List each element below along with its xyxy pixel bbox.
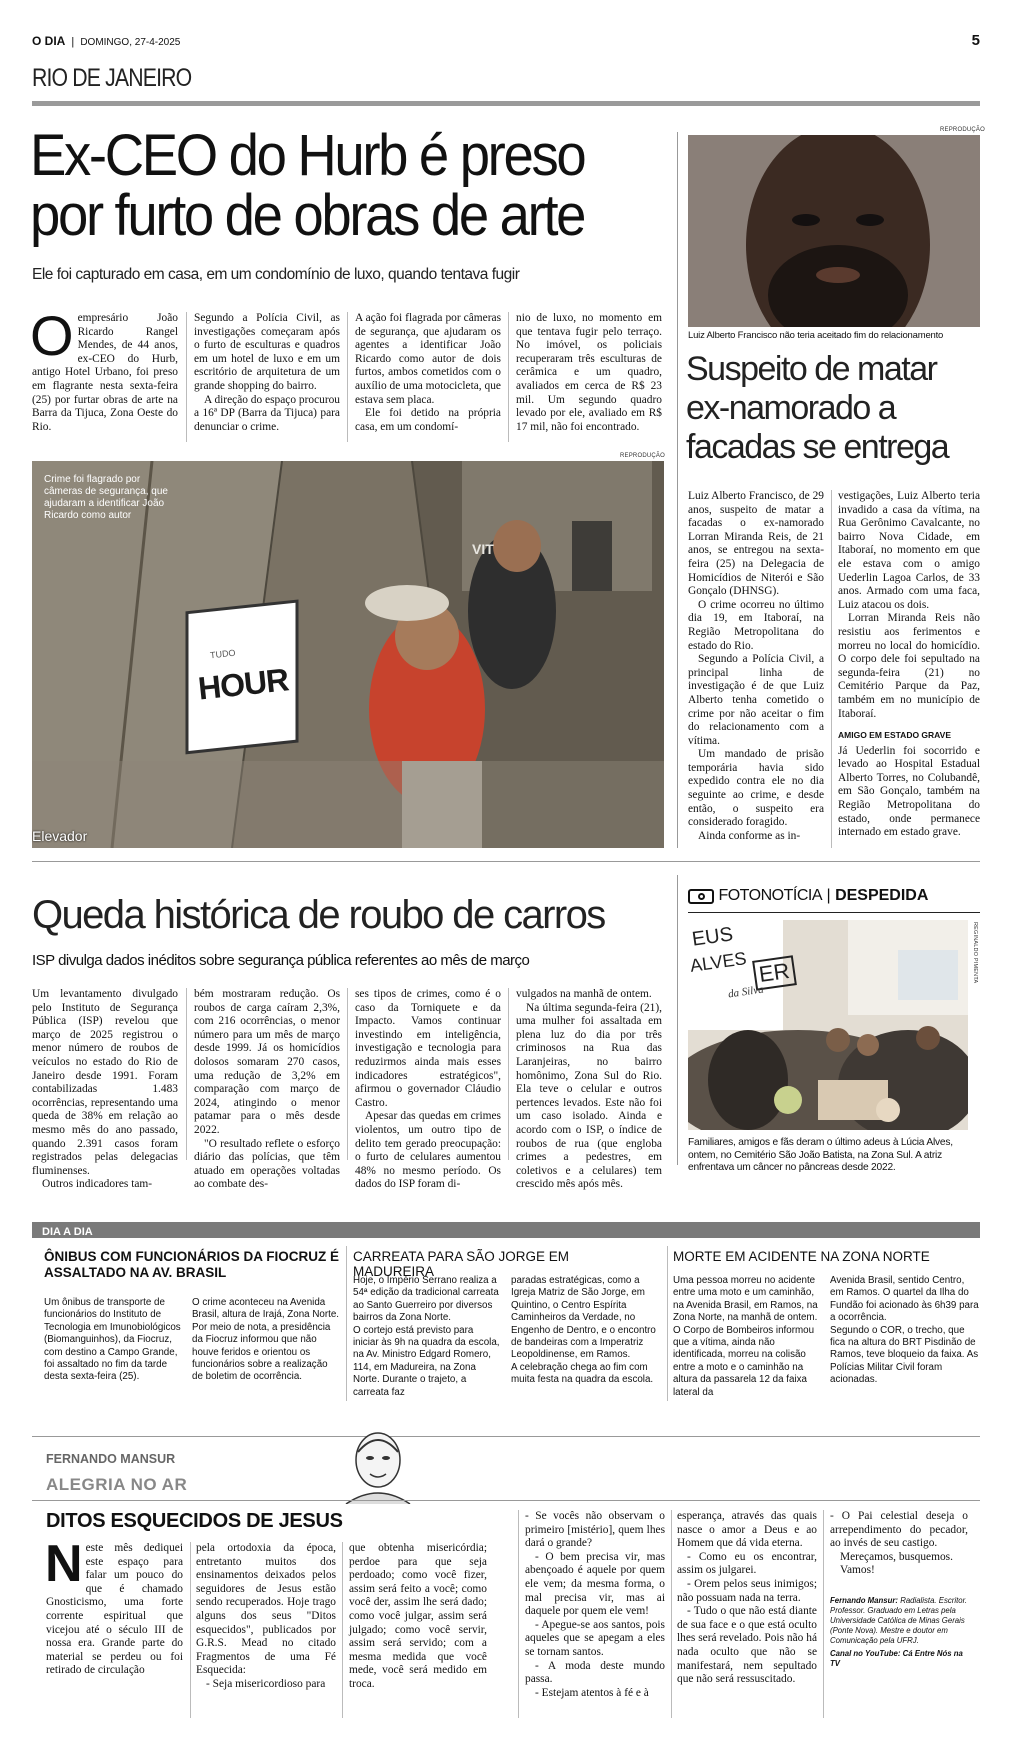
fotonoticia-title: DESPEDIDA (835, 887, 929, 904)
column-col-5-p4: - Tudo o que não está diante de sua face e o que está oculto lhes será revelado. Pois não há nada oculto que não se manifestará, nem sepultado que não será ressuscitado. (677, 1605, 817, 1686)
banner-text-1: EUS (690, 923, 735, 951)
hurb-col-2-p2: A direção do espaço procurou a 16ª DP (Barra da Tijuca) para denunciar o crime. (194, 393, 341, 433)
hurb-col-3-p1: A ação foi flagrada por câmeras de segurança, que ajudaram os agentes a identificar João Ricardo como autor de dois furtos, ambos cometidos com o auxílio de uma motocicleta, que estava sem placa. (355, 312, 501, 406)
suspeito-photo-credit: REPRODUÇÃO (940, 127, 986, 133)
hurb-col-1 (30, 304, 178, 434)
despedida-photo-credit: REGINALDO PIMENTA (972, 922, 978, 984)
author-portrait-drawing (340, 1424, 416, 1504)
morte-title: MORTE EM ACIDENTE NA ZONA NORTE (673, 1249, 930, 1264)
suspect-photo (688, 135, 980, 327)
roubo-col-3-p1: ses tipos de crimes, como é o caso da Torniquete e da Impacto. Vamos continuar investindo em inteligência, investigação e tecnologia para reduzirmos ainda mais esses indicadores estratégicos", afirmou o governador Cláudio Castro. (355, 988, 501, 1109)
column-col-3-text: que obtenha misericórdia; perdoe para que seja perdoado; como você fizer, assim será feito a você; como você der, assim lhe será dado; como você julgar, assim será julgado; como você servir, assim será servido; com a mesma medida que você mede, você será medido em troca. (349, 1542, 487, 1690)
suspect-portrait (688, 135, 980, 327)
section-title: RIO DE JANEIRO (32, 64, 192, 92)
column-col-6-p3: Vamos! (840, 1564, 875, 1577)
sign-small-text: TUDO (209, 647, 236, 661)
morte-col-1-p2: O Corpo de Bombeiros informou que a vítima, ainda não identificada, morreu na colisão entre a moto e o caminhão na altura da passarela 12 da faixa lateral da (673, 1324, 815, 1398)
column-col-1-text: este mês dediquei este espaço para falar um pouco do que é chamado Gnosticismo, uma forte corrente espiritual que vicejou até o século III de nossa era. Grande parte do material se perdeu ou foi retirado de circulação (46, 1542, 183, 1677)
morte-col-2-p1: Avenida Brasil, sentido Centro, em Ramos. O quartel da Ilha do Fundão foi acionado às 6h39 para a ocorrência. (830, 1275, 979, 1324)
roubo-col-1-p2: Outros indicadores tam- (42, 1178, 153, 1191)
roubo-subhead: ISP divulga dados inéditos sobre segurança pública referentes ao mês de março (32, 952, 530, 969)
suspeito-col-2 (838, 490, 980, 840)
hurb-dropcap: O (30, 304, 74, 367)
roubo-headline: Queda histórica de roubo de carros (32, 893, 605, 937)
section-rule (32, 101, 980, 106)
author-portrait (340, 1424, 416, 1504)
author-bio-name: Fernando Mansur: (830, 1595, 899, 1605)
elevator-caption: Crime foi flagrado por câmeras de segurança, que ajudaram a identificar João Ricardo como autor (44, 474, 168, 521)
hurb-col-1-text: empresário João Ricardo Rangel Mendes, de 44 anos, ex-CEO do Hurb, antigo Hotel Urbano, foi preso em flagrante nesta sexta-feira (25) por furtar obras de arte na Barra da Tijuca, Zona Oeste do Rio. (32, 312, 178, 433)
suspeito-col-1-p1: Luiz Alberto Francisco, de 29 anos, suspeito de matar a facadas o ex-namorado Lorran Miranda Reis, de 21 anos, se entregou na sexta-feira (25) na Delegacia de Homicídios de Niterói e São Gonçalo (DHNSG). (688, 490, 824, 598)
banner-text-4: da Silva (727, 983, 765, 1001)
column-col-6-p1: - O Pai celestial deseja o arrependimento do pecador, ao invés de seu castigo. (830, 1510, 968, 1550)
column-col-5-p2: - Como eu os encontrar, assim os julgarei. (677, 1550, 817, 1577)
roubo-col-1 (32, 988, 178, 1192)
column-top-rule (32, 1436, 980, 1437)
column-title: DITOS ESQUECIDOS DE JESUS (46, 1510, 343, 1532)
elevator-photo (32, 461, 664, 848)
masthead: O DIA | DOMINGO, 27-4-2025 5 (32, 32, 980, 49)
hurb-col-3-p2: Ele foi detido na própria casa, em um condomí- (355, 407, 501, 433)
column-title-rule (32, 1500, 980, 1501)
column-col-4-p5: - Estejam atentos à fé e à (535, 1686, 649, 1699)
fiocruz-col-2: O crime aconteceu na Avenida Brasil, altura de Irajá, Zona Norte. Por meio de nota, a presidência da Fiocruz informou que não houve feridos e orientou os funcionários sobre a realização de boletim de ocorrência. (192, 1297, 340, 1383)
fiocruz-title: ÔNIBUS COM FUNCIONÁRIOS DA FIOCRUZ É ASSALTADO NA AV. BRASIL (44, 1249, 339, 1280)
morte-col-1-p1: Uma pessoa morreu no acidente entre uma moto e um caminhão, na Avenida Brasil, em Ramos, na Zona Norte, na manhã de ontem. (673, 1275, 818, 1324)
hurb-col-2-p1: Segundo a Polícia Civil, as investigações começaram após o furto de esculturas e quadros em um hotel de luxo e em um escritório de arquitetura de um grande shopping do bairro. (194, 312, 340, 392)
column-col-2-p2: - Seja misericordioso para (206, 1677, 326, 1690)
column-col-3 (349, 1542, 487, 1692)
fiocruz-col-1: Um ônibus de transporte de funcionários do Instituto de Tecnologia em Imunobiológicos (Biomanguinhos), da Fiocruz, com destino a Campo Grande, foi assaltado no fim da tarde desta sexta-feira (25). (44, 1297, 181, 1383)
column-col-2-p1: pela ortodoxia da época, entretanto muitos dos ensinamentos deixados pelos seguidores de Jesus estão sendo recuperados. Hoje trago alguns dos seus "Ditos esquecidos", publicados por G.R.S. Mead no citado Fragmentos de uma Fé Esquecida: (196, 1542, 336, 1677)
diaadia-label: DIA A DIA (42, 1226, 93, 1238)
column-name: ALEGRIA NO AR (46, 1475, 188, 1494)
banner-text-3: ER (752, 955, 796, 990)
carreata-col-2 (511, 1275, 661, 1387)
column-col-4-p2: - O bem precisa vir, mas abençoado é aquele por quem ele vem; da mesma forma, o mal precisa vir, mas ai daquele por quem ele vem! (525, 1550, 665, 1618)
suspeito-headline: Suspeito de matar ex-namorado a facadas se entrega (686, 350, 949, 466)
column-col-4-p4: - A moda deste mundo passa. (525, 1659, 665, 1686)
morte-col-2-p2: Segundo o COR, o trecho, que fica na altura do BRT Pisdinão de Ramos, teve bloqueio da faixa. As Polícias Militar Civil foram acionadas. (830, 1324, 979, 1386)
hurb-col-2 (194, 312, 340, 434)
hurb-col-4 (516, 312, 662, 434)
page-number: 5 (971, 32, 980, 49)
elevator-label: Elevador (32, 828, 88, 844)
suspeito-col-1-p2: O crime ocorreu no último dia 19, em Itaboraí, na Região Metropolitana do estado do Rio. (688, 598, 824, 652)
morte-col-2 (830, 1275, 980, 1387)
carreata-col-2-p1: paradas estratégicas, como a Igreja Matriz de São Jorge, em Quintino, o Centro Espírita Caminheiros da Verdade, no Engenho de Dentro, e o encontro de bandeiras com a Imperatriz Leopoldinense, em Ramos. (511, 1275, 656, 1361)
suspeito-photo-caption: Luiz Alberto Francisco não teria aceitado fim do relacionamento (688, 330, 944, 341)
carreata-title: CARREATA PARA SÃO JORGE EM MADUREIRA (353, 1249, 570, 1279)
column-col-6 (830, 1510, 968, 1669)
column-col-4-p3: - Apegue-se aos santos, pois aqueles que se apegam a eles se tornam santos. (525, 1618, 665, 1658)
roubo-col-1-p1: Um levantamento divulgado pelo Instituto de Segurança Pública (ISP) revelou que março de 2025 registrou o menor número de roubos de veículos no estado do Rio de Janeiro desde 1991. Foram contabilizadas 1.483 ocorrências, representando uma queda de 38% em relação ao mesmo mês do ano passado, quando 2.391 casos foram registrados pelas delegacias fluminenses. (32, 988, 178, 1177)
hurb-headline: Ex-CEO do Hurb é preso por furto de obras de arte (30, 123, 585, 248)
diaadia-bar (32, 1222, 980, 1238)
carreata-col-1 (353, 1275, 501, 1399)
roubo-col-2-p1: bém mostraram redução. Os roubos de carga caíram 2,3%, com 216 ocorrências, o menor número para um mês de março desde 1999. Já os homicídios dolosos somaram 270 casos, uma redução de 3,2% em comparação com março de 2024, atingindo o menor patamar para o mês desde 2022. (194, 988, 340, 1136)
banner-text-2: ALVES (688, 948, 748, 976)
sign-text: HOUR (196, 661, 290, 707)
author-bio-text: Radialista. Escritor. Professor. Graduado em Letras pela Universidade Católica de Minas Gerais (Ponte Nova). Mestre e doutor em Comunicação pela UFRJ. (830, 1595, 968, 1645)
suspeito-col-1-p3: Segundo a Polícia Civil, a principal linha de investigação é de que Luiz Alberto tenha cometido o crime por não aceitar o fim do relacionamento com a vítima. (688, 653, 824, 747)
hurb-photo-credit: REPRODUÇÃO (620, 453, 666, 459)
roubo-col-3-p2: Apesar das quedas em crimes violentos, um outro tipo de delito tem gerado preocupação: o furto de celulares aumentou 48% no mesmo período. Os dados do ISP foram di- (355, 1110, 501, 1191)
carreata-col-1-p1: Hoje, o Império Serrano realiza a 54ª edição da tradicional carreata ao Santo Guerreiro por diversos bairros da Zona Norte. (353, 1275, 499, 1324)
column-col-6-p2: Mereçamos, busquemos. (840, 1550, 953, 1563)
suspeito-subhead: AMIGO EM ESTADO GRAVE (838, 730, 952, 741)
hurb-col-4-text: nio de luxo, no momento em que tentava fugir pelo terraço. No imóvel, os policiais recuperaram três esculturas de cerâmica e um quadro, avaliados em cerca de R$ 23 mil. Um segundo quadro levado por ele, avaliado em R$ 17 mil, não foi encontrado. (516, 312, 662, 433)
suspeito-col-2-p1: vestigações, Luiz Alberto teria invadido a casa da vítima, na Rua Gerônimo Cavalcante, no bairro Nova Cidade, em Itaboraí, no momento em que ele estava com o amigo Uederlin Lagoa Carlos, de 33 anos. Armado com uma faca, Luiz atacou os dois. (838, 490, 980, 611)
column-col-5 (677, 1510, 817, 1687)
suspeito-col-2-p2: Lorran Miranda Reis não resistiu aos ferimentos e morreu no local do homicídio. O corpo dele foi sepultado na segunda-feira (21) no Cemitério Parque da Paz, também em no município de Itaboraí. (838, 612, 980, 720)
column-col-4 (525, 1510, 665, 1700)
carreata-col-2-p2: A celebração chega ao fim com muita festa na quadra da escola. (511, 1361, 654, 1386)
roubo-col-2 (194, 988, 340, 1192)
carreata-col-1-p2: O cortejo está previsto para iniciar às 9h na quadra da escola, na Av. Ministro Edgard Romero, 114, em Madureira, na Zona Norte. Durante o trajeto, a carreata faz (353, 1324, 500, 1398)
edition-date: DOMINGO, 27-4-2025 (80, 37, 181, 48)
fotonoticia-header: FOTONOTÍCIA | DESPEDIDA (688, 887, 980, 909)
author-bio-youtube: Canal no YouTube: Cá Entre Nós na TV (830, 1648, 963, 1668)
camera-icon (688, 889, 714, 904)
morte-col-1 (673, 1275, 819, 1399)
roubo-col-2-p2: "O resultado reflete o esforço diário das polícias, que têm atuado em operações voltadas ao combate des- (194, 1137, 340, 1191)
suspeito-col-1-p5: Ainda conforme as in- (698, 829, 801, 842)
despedida-photo (688, 920, 968, 1130)
column-col-5-p3: - Orem pelos seus inimigos; não possuam nada na terra. (677, 1577, 817, 1604)
column-col-5-p1: esperança, através das quais nasce o amor a Deus e ao Homem que dá vida eterna. (677, 1510, 817, 1550)
column-col-4-p1: - Se vocês não observam o primeiro [mistério], quem lhes dará o grande? (525, 1510, 665, 1550)
column-dropcap: N (45, 1535, 83, 1593)
fotonoticia-label: FOTONOTÍCIA (718, 887, 822, 904)
column-col-1 (45, 1535, 183, 1678)
author-bio (830, 1596, 968, 1669)
column-author: FERNANDO MANSUR (46, 1452, 176, 1466)
suspeito-col-1-p4: Um mandado de prisão temporária havia sido expedido contra ele no dia seguinte ao crime, e desde então, o suspeito era considerado foragido. (688, 748, 824, 829)
roubo-col-4-p1: vulgados na manhã de ontem. (516, 988, 652, 1000)
despedida-caption: Familiares, amigos e fãs deram o último adeus à Lúcia Alves, ontem, no Cemitério São João Batista, na Zona Sul. A atriz enfrentava um câncer no pâncreas desde 2022. (688, 1137, 953, 1173)
suspeito-col-1 (688, 490, 824, 843)
roubo-col-4-p2: Na última segunda-feira (21), uma mulher foi assaltada em plena luz do dia por três criminosos na Rua das Laranjeiras, no bairro homônimo, Zona Sul do Rio. Ela teve o celular e outros pertences levados. Este não foi um caso isolado. Ainda e acordo com o ISP, o índice de roubos de rua (que engloba crimes a pedestres, em coletivos e a celulares) tem crescido mês após mês. (516, 1001, 662, 1191)
roubo-col-3 (355, 988, 501, 1192)
hurb-col-3 (355, 312, 501, 434)
hurb-subhead: Ele foi capturado em casa, em um condomínio de luxo, quando tentava fugir (32, 266, 520, 283)
suspeito-col-2-p3: Já Uederlin foi socorrido e levado ao Hospital Estadual Alberto Torres, no Colubandê, em São Gonçalo, também na Região Metropolitana do estado, onde permanece internado em estado grave. (838, 744, 980, 839)
paper-name: O DIA (32, 34, 66, 48)
wall-text: VIT (472, 541, 494, 557)
column-col-2 (196, 1542, 336, 1692)
roubo-col-4 (516, 988, 662, 1192)
